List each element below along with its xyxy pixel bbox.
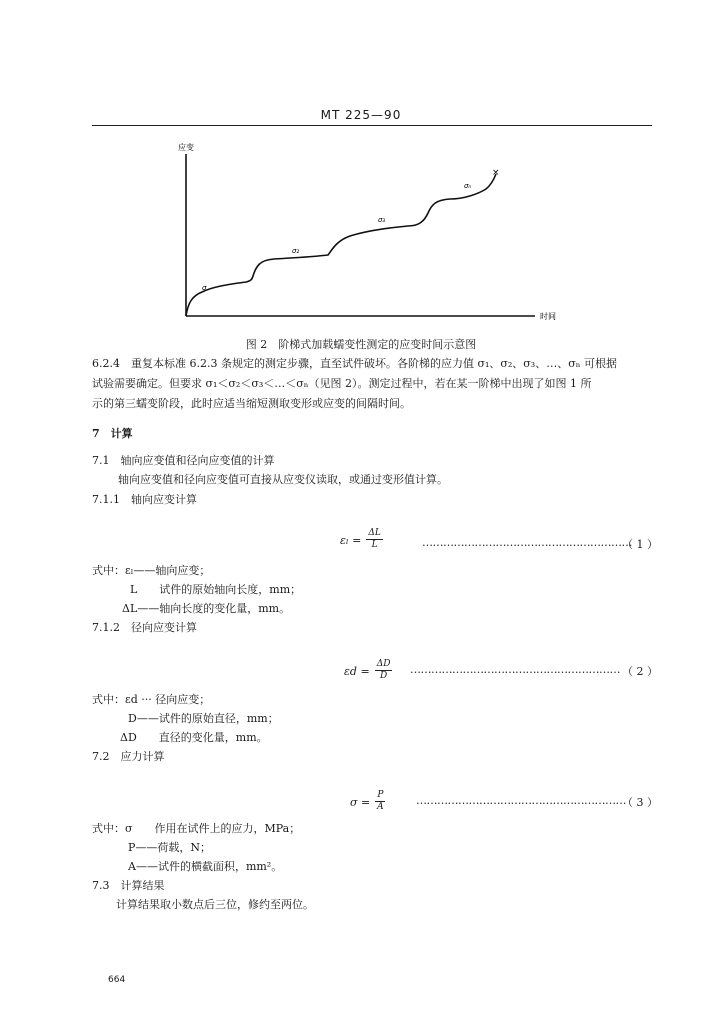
x-axis-label: 时间 — [540, 312, 556, 321]
where1-line-3: ΔL——轴向长度的变化量，mm。 — [122, 602, 291, 615]
eq1-fraction — [366, 528, 382, 551]
eq3-fraction — [375, 790, 385, 813]
eq2-numerator: ΔD — [376, 659, 391, 669]
section-7-1-1-title: 7.1.1 轴向应变计算 — [92, 493, 197, 506]
eq2-denominator: D — [380, 671, 388, 681]
section-7-1-2-title: 7.1.2 径向应变计算 — [92, 621, 197, 634]
section-7-1-body: 轴向应变值和径向应变值可直接从应变仪读取，或通过变形值计算。 — [118, 473, 448, 486]
equation-2 — [344, 659, 392, 682]
eq1-leader-dots: …………………………………………………… — [422, 536, 632, 549]
eq3-leader-dots: …………………………………………………… — [416, 794, 626, 807]
eq2-leader-dots: …………………………………………………… — [410, 663, 620, 676]
eq3-number: （ 3 ） — [622, 796, 658, 809]
eq3-denominator: A — [377, 802, 384, 812]
eq3-lhs: σ = — [350, 796, 371, 809]
para-6-2-4-line-2: 试验需要确定。但要求 σ₁＜σ₂＜σ₃＜…＜σₙ（见图 2）。测定过程中，若在某一阶梯中出现了如图 1 所 — [92, 377, 592, 390]
section-7-2-title: 7.2 应力计算 — [92, 750, 165, 763]
document-code-header: MT 225—90 — [320, 108, 402, 122]
equation-3 — [350, 790, 385, 813]
strain-curve — [186, 174, 496, 316]
where1-line-1: 式中：εₗ——轴向应变； — [92, 564, 211, 577]
page-number: 664 — [108, 975, 126, 985]
section-7-title: 7 计算 — [92, 427, 133, 440]
eq1-number: （ 1 ） — [622, 538, 658, 551]
section-7-3-body: 计算结果取小数点后三位，修约至两位。 — [116, 898, 314, 911]
strain-time-figure — [150, 138, 570, 328]
eq2-fraction — [375, 659, 393, 682]
eq3-numerator: P — [377, 790, 384, 800]
para-6-2-4-line-3: 示的第三蠕变阶段，此时应适当缩短测取变形或应变的间隔时间。 — [92, 397, 411, 410]
eq1-lhs: εₗ = — [340, 534, 362, 547]
where3-line-1: 式中：σ 作用在试件上的应力，MPa； — [92, 822, 301, 835]
para-6-2-4-line-1: 6.2.4 重复本标准 6.2.3 条规定的测定步骤，直至试件破坏。各阶梯的应力值 σ₁、σ₂、σ₃、…、σₙ 可根据 — [92, 357, 617, 370]
where1-line-2: L 试件的原始轴向长度，mm； — [130, 583, 302, 596]
header-rule — [92, 125, 652, 126]
y-axis-label: 应变 — [178, 143, 194, 152]
stage-label-sigma: σ — [202, 284, 207, 292]
stage-label-sigma3: σ₃ — [378, 216, 386, 224]
equation-1 — [340, 528, 383, 551]
where2-line-2: D——试件的原始直径，mm； — [128, 712, 279, 725]
section-7-1-title: 7.1 轴向应变值和径向应变值的计算 — [92, 454, 275, 467]
where2-line-1: 式中：εd ··· 径向应变； — [92, 693, 211, 706]
failure-mark: × — [492, 168, 500, 178]
figure-caption: 图 2 阶梯式加载蠕变性测定的应变时间示意图 — [245, 338, 477, 351]
where3-line-2: P——荷载，N； — [128, 841, 212, 854]
eq2-lhs: εd = — [344, 665, 370, 678]
eq1-denominator: L — [371, 540, 378, 550]
eq2-number: （ 2 ） — [622, 665, 658, 678]
where3-line-3: A——试件的横截面积，mm²。 — [128, 860, 283, 873]
eq1-numerator: ΔL — [368, 528, 381, 538]
stage-label-sigma2: σ₂ — [292, 247, 300, 255]
stage-label-sigman: σₙ — [464, 182, 472, 190]
section-7-3-title: 7.3 计算结果 — [92, 879, 165, 892]
where2-line-3: ΔD 直径的变化量，mm。 — [120, 731, 268, 744]
